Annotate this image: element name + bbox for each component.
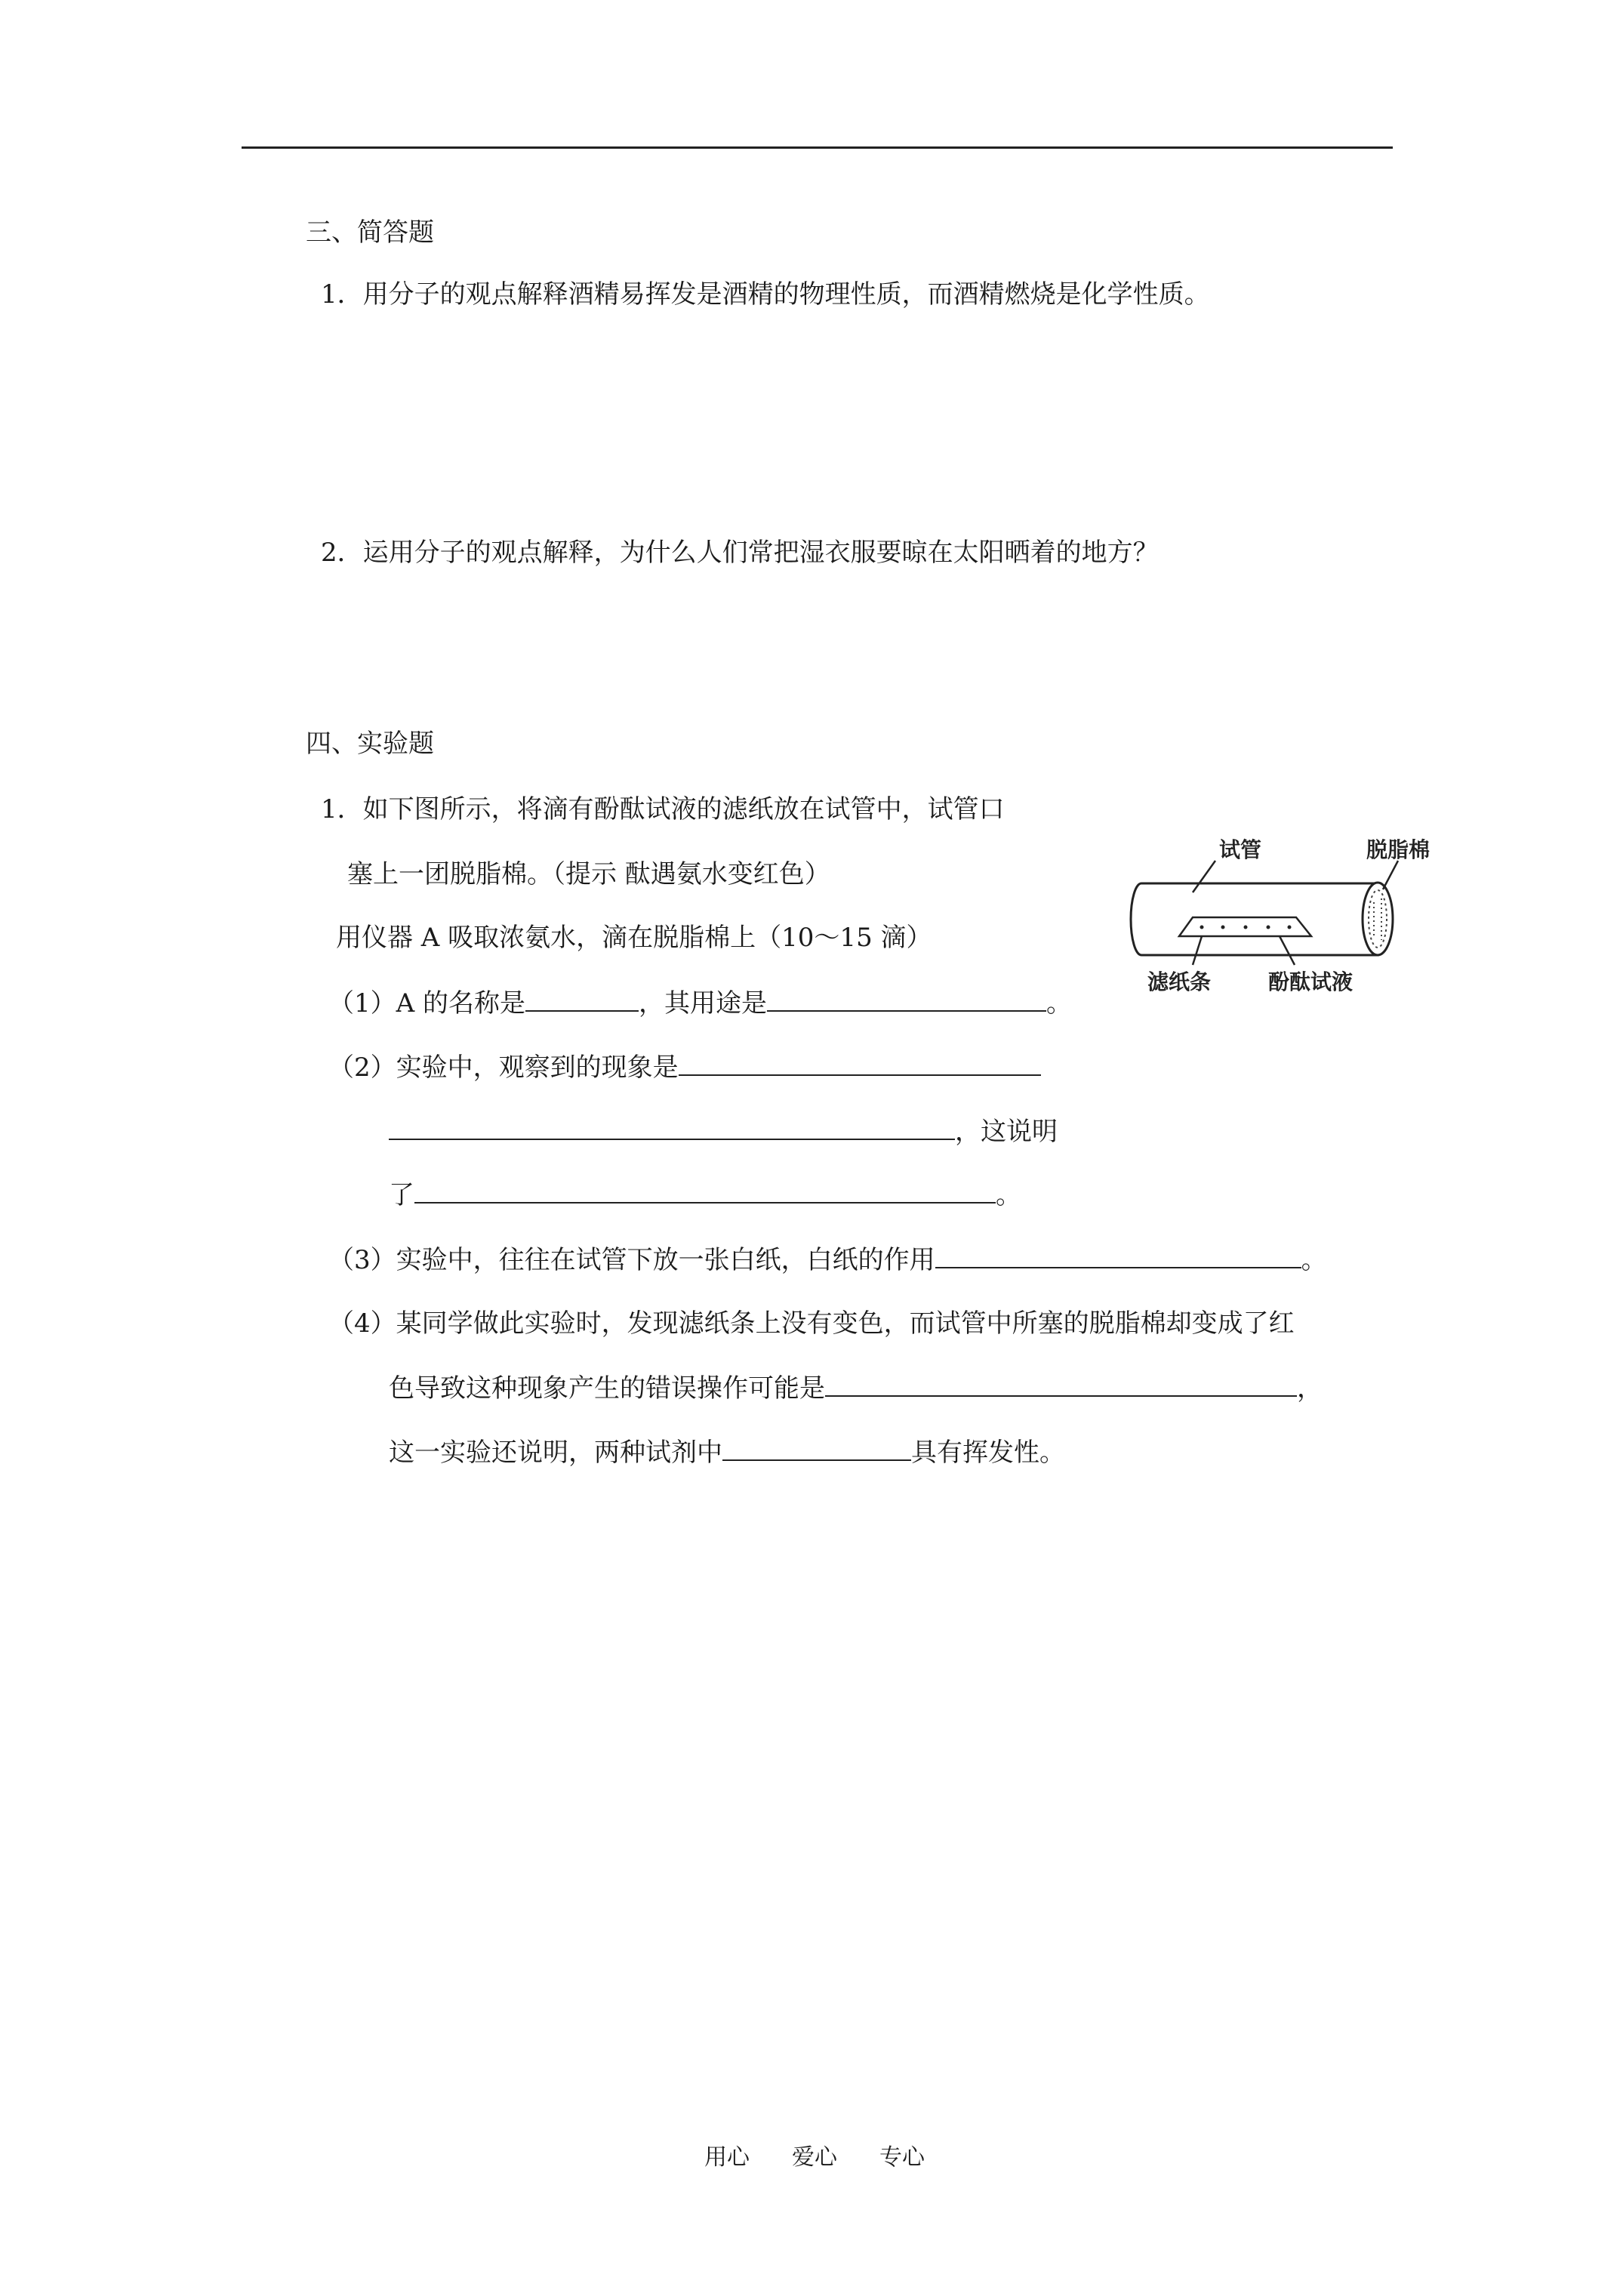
answer-blank[interactable] bbox=[389, 1116, 955, 1140]
test-tube-diagram bbox=[1117, 831, 1434, 1004]
label-strip: 滤纸条 bbox=[1147, 969, 1212, 994]
answer-blank[interactable] bbox=[525, 988, 639, 1012]
answer-blank[interactable] bbox=[414, 1179, 996, 1203]
part-3: （3）实验中，往往在试管下放一张白纸，白纸的作用 。 bbox=[328, 1245, 1327, 1275]
answer-blank[interactable] bbox=[825, 1373, 1297, 1397]
header-rule bbox=[242, 146, 1393, 149]
answer-blank[interactable] bbox=[679, 1052, 1041, 1076]
label-cotton: 脱脂棉 bbox=[1366, 837, 1431, 862]
answer-blank[interactable] bbox=[722, 1437, 911, 1461]
filter-paper-strip bbox=[1179, 917, 1311, 936]
section-4-heading: 四、实验题 bbox=[306, 729, 434, 759]
answer-blank[interactable] bbox=[767, 988, 1046, 1012]
label-tube: 试管 bbox=[1219, 837, 1262, 862]
question-3-1: 1．用分子的观点解释酒精易挥发是酒精的物理性质，而酒精燃烧是化学性质。 bbox=[321, 279, 1210, 310]
part-4-line2: 色导致这种现象产生的错误操作可能是 ， bbox=[389, 1373, 1323, 1404]
part-2-line3: 了 。 bbox=[389, 1180, 1021, 1210]
label-solution: 酚酞试液 bbox=[1268, 969, 1354, 994]
part-2-line2: ，这说明 bbox=[389, 1116, 1058, 1147]
question-4-1-line2: 塞上一团脱脂棉。（提示 酞遇氨水变红色） bbox=[347, 859, 830, 889]
part-4-line1: （4）某同学做此实验时，发现滤纸条上没有变色，而试管中所塞的脱脂棉却变成了红 bbox=[328, 1308, 1295, 1339]
footer: 用心 爱心 专心 bbox=[704, 2144, 925, 2171]
part-4-line3: 这一实验还说明，两种试剂中 具有挥发性。 bbox=[389, 1438, 1065, 1468]
part-1: （1）A 的名称是 ，其用途是 。 bbox=[328, 988, 1072, 1019]
part-2-line1: （2）实验中，观察到的现象是 bbox=[328, 1052, 1041, 1083]
question-4-1-line1: 1．如下图所示，将滴有酚酞试液的滤纸放在试管中，试管口 bbox=[321, 794, 1005, 824]
section-3-heading: 三、简答题 bbox=[306, 217, 434, 248]
question-4-1-line3: 用仪器 A 吸取浓氨水，滴在脱脂棉上（10～15 滴） bbox=[336, 923, 932, 953]
question-3-2: 2．运用分子的观点解释，为什么人们常把湿衣服要晾在太阳晒着的地方？ bbox=[321, 538, 1159, 568]
cotton-plug bbox=[1363, 883, 1393, 955]
answer-blank[interactable] bbox=[935, 1244, 1301, 1268]
